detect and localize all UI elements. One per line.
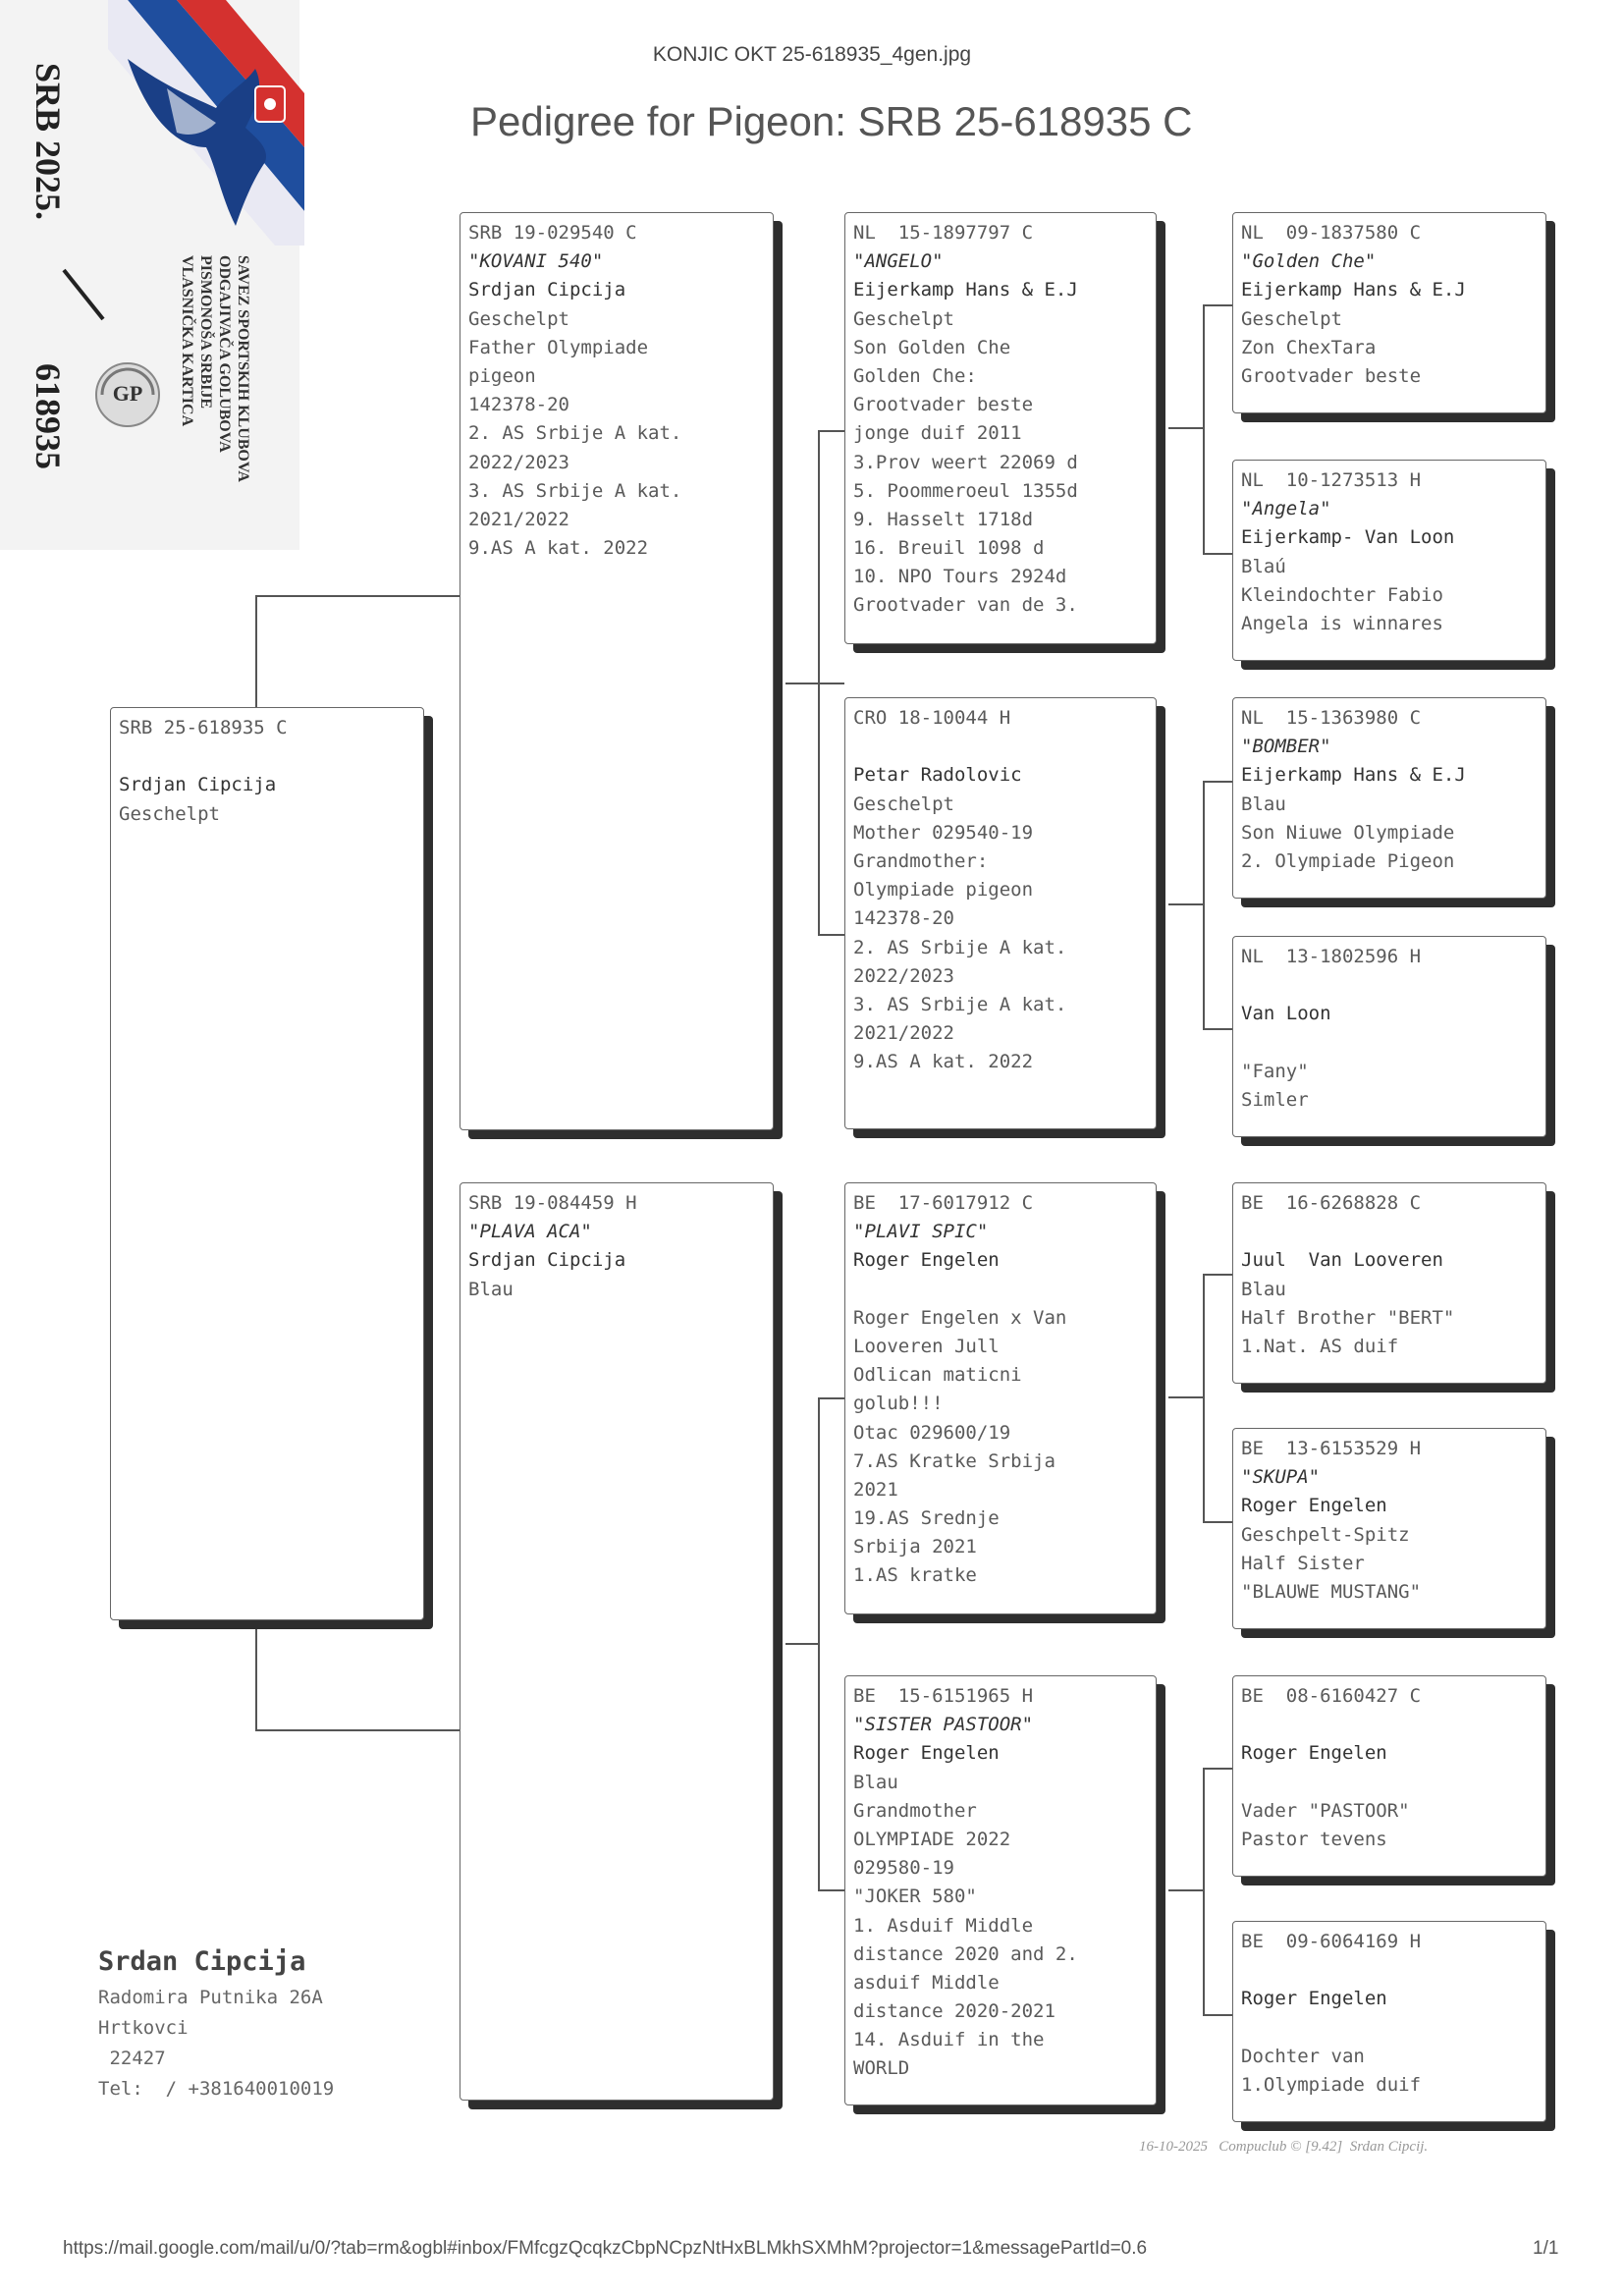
card-text-line: Blau — [468, 1278, 514, 1300]
connector-line — [785, 1643, 818, 1645]
card-text-line: Dochter van — [1241, 2045, 1365, 2067]
card-text-line: 142378-20 — [468, 394, 569, 416]
connector-line — [1203, 1768, 1205, 2015]
card-text-line — [1241, 1769, 1538, 1797]
card-text-line: 1.Olympiade duif — [1241, 2073, 1422, 2096]
card-text-line — [1241, 1218, 1538, 1246]
card-text-line: distance 2020 and 2. — [853, 1942, 1078, 1965]
connector-line — [818, 430, 844, 432]
pigeon-name: "Angela" — [1241, 498, 1331, 520]
ring-number: BE 08-6160427 C — [1241, 1685, 1422, 1707]
breeder-name: Roger Engelen — [1241, 1742, 1387, 1765]
connector-line — [1203, 1274, 1232, 1276]
card-text-line: Golden Che: — [853, 364, 977, 387]
card-text-line: 9. Hasselt 1718d — [853, 508, 1034, 530]
card-text-line: Zon ChexTara — [1241, 336, 1377, 358]
card-text-line — [1241, 1029, 1538, 1058]
card-text-line: 1.Nat. AS duif — [1241, 1335, 1399, 1357]
card-text-line: 5. Poommeroeul 1355d — [853, 479, 1078, 502]
card-text-line: WORLD — [853, 2057, 910, 2080]
breeder-name: Eijerkamp Hans & E.J — [853, 279, 1078, 301]
owner-address-line: Radomira Putnika 26A — [98, 1987, 323, 2008]
card-text-line: 2. Olympiade Pigeon — [1241, 849, 1455, 872]
card-text-line: Grandmother — [853, 1799, 977, 1822]
pigeon-name: "Golden Che" — [1241, 250, 1377, 273]
card-text-line: Otac 029600/19 — [853, 1421, 1011, 1444]
card-text-line — [853, 1276, 1148, 1304]
connector-line — [1168, 1889, 1203, 1891]
card-text-line: 2. AS Srbije A kat. — [853, 936, 1067, 958]
ring-number: SRB 25-618935 C — [119, 717, 288, 738]
ring-number: BE 09-6064169 H — [1241, 1931, 1422, 1952]
connector-line — [1203, 304, 1205, 554]
card-text-line: Srbija 2021 — [853, 1536, 977, 1558]
ring-number: BE 13-6153529 H — [1241, 1438, 1422, 1459]
side-year-label: SRB 2025. — [28, 63, 68, 221]
ring-number: CRO 18-10044 H — [853, 707, 1011, 729]
card-text-line: 14. Asduif in the — [853, 2029, 1045, 2051]
breeder-name: Roger Engelen — [853, 1742, 1000, 1765]
pedigree-card-sire-dam-sire[interactable] — [1232, 697, 1546, 899]
ring-number: NL 15-1363980 C — [1241, 707, 1422, 729]
breeder-name: Roger Engelen — [1241, 1495, 1387, 1517]
card-text-line: 19.AS Srednje — [853, 1507, 1000, 1530]
card-text-line: Geschelpt — [468, 307, 569, 330]
card-text-line: Grootvader beste — [1241, 364, 1422, 387]
connector-line — [1168, 903, 1203, 905]
connector-line — [818, 1397, 820, 1890]
card-text-line: 3.Prov weert 22069 d — [853, 451, 1078, 473]
card-text-line: 10. NPO Tours 2924d — [853, 566, 1067, 588]
card-text-line: asduif Middle — [853, 1971, 1000, 1994]
card-text-line: Blau — [1241, 792, 1286, 815]
card-text-line: 9.AS A kat. 2022 — [853, 1051, 1034, 1073]
pedigree-card-sire-sire[interactable] — [844, 212, 1157, 644]
org-line-1: SAVEZ SPORTSKIH KLUBOVA — [235, 255, 251, 482]
card-text-line: Odlican maticni — [853, 1364, 1022, 1387]
connector-line — [785, 683, 844, 684]
card-text-line: Geschelpt — [119, 802, 220, 825]
ring-number: NL 15-1897797 C — [853, 222, 1034, 244]
footer-note: 16-10-2025 Compuclub © [9.42] Srdan Cipcij. — [1139, 2139, 1429, 2155]
owner-phone: Tel: / +381640010019 — [98, 2078, 335, 2100]
card-text-line: Looveren Jull — [853, 1335, 1000, 1357]
card-text-line: Geschpelt-Spitz — [1241, 1523, 1410, 1546]
card-text-line: "JOKER 580" — [853, 1885, 977, 1908]
pigeon-name: "PLAVI SPIC" — [853, 1221, 989, 1243]
card-text-line: 2021/2022 — [853, 1022, 954, 1045]
connector-line — [818, 934, 844, 936]
card-text-line: 1. Asduif Middle — [853, 1914, 1034, 1937]
card-text-line: Blau — [1241, 1278, 1286, 1300]
breeder-name: Van Loon — [1241, 1003, 1331, 1025]
breeder-name: Eijerkamp- Van Loon — [1241, 526, 1455, 549]
card-text-line — [1241, 1711, 1538, 1739]
connector-line — [1203, 781, 1205, 1029]
pigeon-name: "SISTER PASTOOR" — [853, 1714, 1034, 1736]
card-text-line: Pastor tevens — [1241, 1828, 1387, 1850]
card-text-line: Simler — [1241, 1088, 1309, 1111]
breeder-name: Eijerkamp Hans & E.J — [1241, 279, 1466, 301]
file-title: KONJIC OKT 25-618935_4gen.jpg — [652, 43, 972, 66]
gp-logo — [94, 361, 161, 428]
page-number: 1/1 — [1533, 2238, 1559, 2259]
card-text-line — [1241, 971, 1538, 1000]
pedigree-card-dam-dam[interactable] — [844, 1675, 1157, 2105]
card-text-line: golub!!! — [853, 1393, 944, 1415]
pedigree-card-sire-dam-dam[interactable] — [1232, 936, 1546, 1137]
card-text-line: Grootvader van de 3. — [853, 594, 1078, 617]
card-text-line: 1.AS kratke — [853, 1564, 977, 1587]
card-text-line: Vader "PASTOOR" — [1241, 1799, 1410, 1822]
owner-address-line: Hrtkovci — [98, 2017, 189, 2039]
owner-address-line: 22427 — [98, 2048, 166, 2069]
connector-line — [255, 1729, 460, 1731]
ring-number: NL 09-1837580 C — [1241, 222, 1422, 244]
card-text-line — [1241, 2014, 1538, 2043]
org-line-4: VLASNIČKA KARTICA — [179, 255, 195, 427]
pigeon-name: "ANGELO" — [853, 250, 944, 273]
card-text-line: 142378-20 — [853, 907, 954, 930]
card-text-line: Father Olympiade — [468, 336, 649, 358]
connector-line — [1203, 1028, 1232, 1030]
card-text-line — [119, 742, 415, 771]
breeder-name: Srdjan Cipcija — [468, 279, 626, 301]
ring-number: BE 15-6151965 H — [853, 1685, 1034, 1707]
card-text-line: 2021 — [853, 1478, 898, 1501]
card-text-line: Son Niuwe Olympiade — [1241, 821, 1455, 844]
card-text-line: 2021/2022 — [468, 508, 569, 530]
pedigree-card-sire[interactable] — [460, 212, 774, 1130]
source-url[interactable]: https://mail.google.com/mail/u/0/?tab=rm&ogbl#inbox/FMfcgzQcqkzCbpNCpzNtHxBLMkhSXMhM?projector=1&messagePartId=0.6 — [63, 2238, 1148, 2259]
owner-block — [98, 1946, 334, 2104]
card-text-line: Kleindochter Fabio — [1241, 583, 1443, 606]
card-text-line: OLYMPIADE 2022 — [853, 1828, 1011, 1850]
connector-line — [255, 595, 460, 597]
breeder-name: Roger Engelen — [853, 1249, 1000, 1272]
org-line-2: ODGAJIVAČA GOLUBOVA — [216, 255, 233, 453]
connector-line — [1203, 553, 1232, 555]
card-text-line: Blaú — [1241, 555, 1286, 577]
connector-line — [818, 1889, 844, 1891]
side-number-label: 618935 — [28, 363, 68, 469]
ring-number: SRB 19-084459 H — [468, 1192, 637, 1214]
card-text-line: Geschelpt — [853, 792, 954, 815]
breeder-name: Srdjan Cipcija — [468, 1249, 626, 1272]
pedigree-card-sire-sire-sire[interactable] — [1232, 212, 1546, 413]
card-text-line: Geschelpt — [1241, 307, 1342, 330]
card-text-line: 2022/2023 — [468, 451, 569, 473]
card-text-line: 2022/2023 — [853, 964, 954, 987]
card-text-line: "Fany" — [1241, 1060, 1309, 1082]
card-text-line: Half Sister — [1241, 1552, 1365, 1574]
card-text-line: pigeon — [468, 364, 536, 387]
card-text-line: Grootvader beste — [853, 394, 1034, 416]
card-text-line — [1241, 1956, 1538, 1985]
connector-line — [1203, 304, 1232, 306]
connector-line — [818, 430, 820, 935]
ring-number: NL 10-1273513 H — [1241, 469, 1422, 491]
card-text-line: distance 2020-2021 — [853, 2000, 1056, 2023]
card-text-line: 16. Breuil 1098 d — [853, 537, 1045, 560]
pedigree-card-sire-sire-dam[interactable] — [1232, 460, 1546, 661]
owner-name: Srdan Cipcija — [98, 1946, 306, 1977]
pedigree-card-dam-dam-sire[interactable] — [1232, 1675, 1546, 1877]
connector-line — [255, 1620, 257, 1730]
card-text-line: Half Brother "BERT" — [1241, 1306, 1455, 1329]
breeder-name: Srdjan Cipcija — [119, 774, 277, 796]
card-text-line: Olympiade pigeon — [853, 879, 1034, 902]
pigeon-name: "SKUPA" — [1241, 1466, 1321, 1489]
connector-line — [1168, 427, 1203, 429]
breeder-name: Petar Radolovic — [853, 764, 1022, 787]
page-title: Pedigree for Pigeon: SRB 25-618935 C — [470, 98, 1193, 144]
breeder-name: Roger Engelen — [1241, 1988, 1387, 2010]
card-text-line: 3. AS Srbije A kat. — [468, 479, 682, 502]
pedigree-card-dam-sire-sire[interactable] — [1232, 1182, 1546, 1384]
card-text-line: Roger Engelen x Van — [853, 1306, 1067, 1329]
pedigree-card-dam[interactable] — [460, 1182, 774, 2101]
card-text-line: Geschelpt — [853, 307, 954, 330]
card-text-line: 3. AS Srbije A kat. — [853, 993, 1067, 1015]
card-text-line: Mother 029540-19 — [853, 821, 1034, 844]
card-text-line: 029580-19 — [853, 1857, 954, 1880]
card-text-line: "BLAUWE MUSTANG" — [1241, 1580, 1422, 1603]
card-text-line: Blau — [853, 1771, 898, 1793]
connector-line — [1203, 2014, 1232, 2016]
card-text-line: 9.AS A kat. 2022 — [468, 537, 649, 560]
connector-line — [1203, 1521, 1232, 1523]
connector-line — [1203, 1768, 1232, 1770]
pedigree-card-dam-sire[interactable] — [844, 1182, 1157, 1614]
card-text-line: jonge duif 2011 — [853, 422, 1022, 445]
connector-line — [1203, 1274, 1205, 1522]
card-text-line: Son Golden Che — [853, 336, 1011, 358]
flag-eagle-emblem-icon — [108, 0, 304, 246]
slash-mark-icon — [59, 265, 108, 324]
connector-line — [1203, 781, 1232, 783]
ring-number: BE 17-6017912 C — [853, 1192, 1034, 1214]
gp-logo-text: GP — [112, 381, 143, 406]
org-line-3: PISMONOŠA SRBIJE — [197, 255, 214, 410]
card-text-line: Grandmother: — [853, 849, 989, 872]
connector-line — [1168, 1396, 1203, 1398]
pigeon-name: "PLAVA ACA" — [468, 1221, 592, 1243]
breeder-name: Juul Van Looveren — [1241, 1249, 1443, 1272]
card-text-line: Angela is winnares — [1241, 612, 1443, 634]
pedigree-card-subject[interactable] — [110, 707, 424, 1620]
pigeon-name: "BOMBER" — [1241, 736, 1331, 758]
breeder-name: Eijerkamp Hans & E.J — [1241, 764, 1466, 787]
pedigree-card-dam-sire-dam[interactable] — [1232, 1428, 1546, 1629]
card-text-line — [853, 733, 1148, 761]
pigeon-name: "KOVANI 540" — [468, 250, 604, 273]
ring-number: NL 13-1802596 H — [1241, 946, 1422, 967]
card-text-line: 2. AS Srbije A kat. — [468, 422, 682, 445]
ring-number: BE 16-6268828 C — [1241, 1192, 1422, 1214]
ring-number: SRB 19-029540 C — [468, 222, 637, 244]
pedigree-card-dam-dam-dam[interactable] — [1232, 1921, 1546, 2122]
card-text-line: 7.AS Kratke Srbija — [853, 1449, 1056, 1472]
connector-line — [818, 1397, 844, 1399]
pedigree-card-sire-dam[interactable] — [844, 697, 1157, 1129]
